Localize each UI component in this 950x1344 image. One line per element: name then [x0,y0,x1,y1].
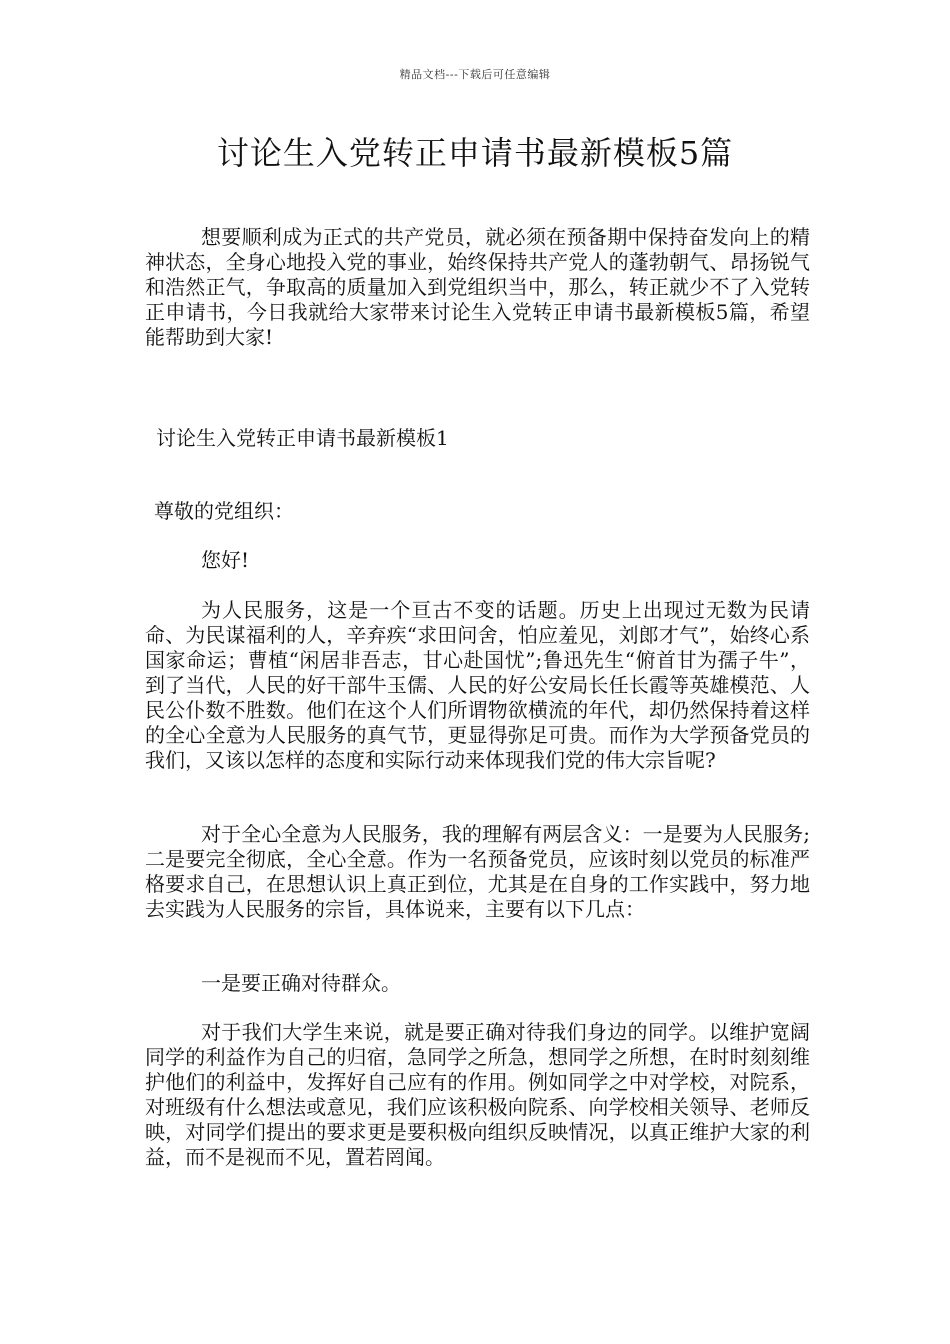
intro-paragraph: 想要顺利成为正式的共产党员，就必须在预备期中保持奋发向上的精神状态，全身心地投入党的事业，始终保持共产党人的蓬勃朝气、昂扬锐气和浩然正气，争取高的质量加入到党组织当中，那么，转正就少不了入党转正申请书，今日我就给大家带来讨论生入党转正申请书最新模板5篇，希望能帮助到大家! [145,225,810,349]
body-paragraph: 对于全心全意为人民服务，我的理解有两层含义：一是要为人民服务;二是要完全彻底，全心全意。作为一名预备党员，应该时刻以党员的标准严格要求自己，在思想认识上真正到位，尤其是在自身的工作实践中，努力地去实践为人民服务的宗旨，具体说来，主要有以下几点： [145,822,810,921]
body-paragraph: 对于我们大学生来说，就是要正确对待我们身边的同学。以维护宽阔同学的利益作为自己的归宿，急同学之所急，想同学之所想，在时时刻刻维护他们的利益中，发挥好自己应有的作用。例如同学之中对学校，对院系，对班级有什么想法或意见，我们应该积极向院系、向学校相关领导、老师反映，对同学们提出的要求更是要积极向组织反映情况，以真正维护大家的利益，而不是视而不见，置若罔闻。 [145,1020,810,1169]
section-heading: 讨论生入党转正申请书最新模板1 [156,426,449,450]
salutation: 尊敬的党组织： [154,499,294,523]
page-title: 讨论生入党转正申请书最新模板5篇 [216,134,734,172]
greeting: 您好! [201,548,250,572]
body-paragraph: 一是要正确对待群众。 [201,971,401,995]
header-note: 精品文档---下载后可任意编辑 [399,68,551,81]
body-paragraph: 为人民服务，这是一个亘古不变的话题。历史上出现过无数为民请命、为民谋福利的人，辛弃疾“求田问舍，怕应羞见，刘郎才气”，始终心系国家命运；曹植“闲居非吾志，甘心赴国忧”;鲁迅先生“俯首甘为孺子牛”，到了当代，人民的好干部牛玉儒、人民的好公安局长任长霞等英雄模范、人民公仆数不胜数。他们在这个人们所谓物欲横流的年代，却仍然保持着这样的全心全意为人民服务的真气节，更显得弥足可贵。而作为大学预备党员的我们，又该以怎样的态度和实际行动来体现我们党的伟大宗旨呢? [145,598,810,772]
